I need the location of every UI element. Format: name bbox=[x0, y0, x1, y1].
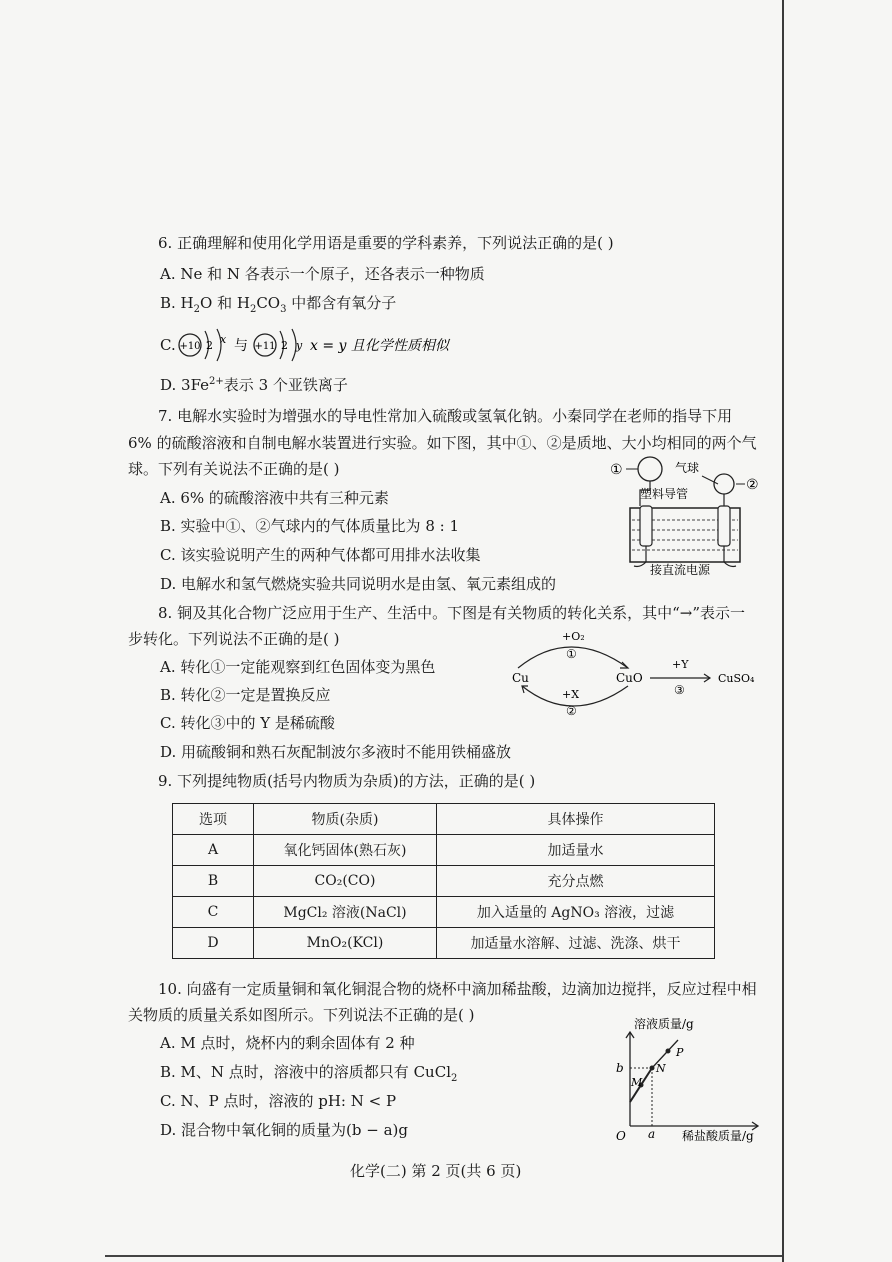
svg-text:塑料导管: 塑料导管 bbox=[640, 487, 689, 501]
q6-option-d: D. $3Fe^{2+}$表示 3 个亚铁离子 bbox=[160, 376, 348, 394]
svg-text:+O₂: +O₂ bbox=[562, 630, 585, 643]
q8-stem-line2: 步转化。下列说法不正确的是( ) bbox=[128, 630, 340, 648]
svg-text:2: 2 bbox=[281, 339, 288, 352]
table-cell: D bbox=[173, 928, 254, 959]
q10-option-b: B. M、N 点时，溶液中的溶质都只有 CuCl$_2$ bbox=[160, 1063, 458, 1084]
svg-text:2: 2 bbox=[206, 339, 213, 352]
q7-stem-line2: 6% 的硫酸溶液和自制电解水装置进行实验。如下图，其中①、②是质地、大小均相同的两个气 bbox=[128, 434, 757, 452]
table-cell: 充分点燃 bbox=[437, 866, 715, 897]
table-header-row bbox=[173, 804, 715, 835]
svg-text:接直流电源: 接直流电源 bbox=[650, 563, 711, 577]
page-bottom-line bbox=[105, 1255, 782, 1257]
table-cell: 加适量水溶解、过滤、洗涤、烘干 bbox=[437, 928, 715, 959]
table-row bbox=[173, 928, 715, 959]
svg-text:溶液质量/g: 溶液质量/g bbox=[634, 1017, 694, 1031]
svg-text:②: ② bbox=[746, 477, 759, 493]
svg-text:N: N bbox=[656, 1062, 666, 1075]
table-cell: 加适量水 bbox=[437, 835, 715, 866]
table-cell: B bbox=[173, 866, 254, 897]
svg-text:+X: +X bbox=[562, 688, 580, 701]
svg-text:b: b bbox=[616, 1061, 624, 1075]
svg-text:②: ② bbox=[566, 704, 577, 718]
q7-option-d: D. 电解水和氢气燃烧实验共同说明水是由氢、氧元素组成的 bbox=[160, 575, 557, 593]
svg-text:CuO: CuO bbox=[616, 671, 643, 685]
svg-text:Cu: Cu bbox=[512, 671, 529, 685]
svg-text:a: a bbox=[648, 1127, 656, 1141]
table-cell: A bbox=[173, 835, 254, 866]
q8-option-d: D. 用硫酸铜和熟石灰配制波尔多液时不能用铁桶盛放 bbox=[160, 743, 512, 761]
svg-text:稀盐酸质量/g: 稀盐酸质量/g bbox=[682, 1129, 754, 1143]
q9-table bbox=[172, 803, 715, 959]
table-cell: C bbox=[173, 897, 254, 928]
q10-stem-line2: 关物质的质量关系如图所示。下列说法不正确的是( ) bbox=[128, 1006, 475, 1024]
svg-text:y: y bbox=[296, 339, 303, 352]
table-header-cell: 选项 bbox=[173, 804, 254, 835]
page-edge-line bbox=[782, 0, 784, 1262]
table-cell: 氧化钙固体(熟石灰) bbox=[254, 835, 437, 866]
q10-stem-line1: 10. 向盛有一定质量铜和氧化铜混合物的烧杯中滴加稀盐酸，边滴加边搅拌，反应过程中相 bbox=[158, 980, 757, 998]
svg-text:①: ① bbox=[610, 462, 623, 478]
table-row bbox=[173, 897, 715, 928]
q10-mass-graph bbox=[608, 1014, 778, 1144]
q8-option-a: A. 转化①一定能观察到红色固体变为黑色 bbox=[160, 658, 436, 676]
q6-option-b: B. $H_2O$ 和 $H_2CO_3$ 中都含有氧分子 bbox=[160, 294, 397, 315]
svg-text:气球: 气球 bbox=[675, 461, 700, 475]
svg-text:+10: +10 bbox=[179, 341, 201, 352]
svg-text:+11: +11 bbox=[254, 341, 276, 352]
q8-stem-line1: 8. 铜及其化合物广泛应用于生产、生活中。下图是有关物质的转化关系，其中“→”表示一 bbox=[158, 604, 745, 622]
table-header-cell: 物质(杂质) bbox=[254, 804, 437, 835]
svg-text:x: x bbox=[220, 333, 227, 346]
table-cell: MgCl₂ 溶液(NaCl) bbox=[254, 897, 437, 928]
svg-text:x = y 且化学性质相似: x = y 且化学性质相似 bbox=[310, 338, 449, 354]
q7-stem-line3: 球。下列有关说法不正确的是( ) bbox=[128, 460, 340, 478]
q7-option-a: A. 6% 的硫酸溶液中共有三种元素 bbox=[160, 489, 389, 507]
table-row bbox=[173, 835, 715, 866]
q10-option-a: A. M 点时，烧杯内的剩余固体有 2 种 bbox=[160, 1034, 415, 1052]
table-header-cell: 具体操作 bbox=[437, 804, 715, 835]
svg-text:O: O bbox=[616, 1129, 626, 1143]
svg-text:③: ③ bbox=[674, 683, 685, 697]
q8-option-c: C. 转化③中的 Y 是稀硫酸 bbox=[160, 714, 335, 732]
q6-stem: 6. 正确理解和使用化学用语是重要的学科素养，下列说法正确的是( ) bbox=[158, 234, 614, 252]
electrolysis-apparatus-figure bbox=[600, 450, 780, 580]
svg-text:+Y: +Y bbox=[672, 658, 689, 671]
table-cell: MnO₂(KCl) bbox=[254, 928, 437, 959]
svg-text:①: ① bbox=[566, 647, 577, 661]
table-cell: CO₂(CO) bbox=[254, 866, 437, 897]
svg-text:与: 与 bbox=[234, 338, 248, 354]
svg-text:CuSO₄: CuSO₄ bbox=[718, 672, 755, 685]
copper-conversion-diagram bbox=[500, 626, 770, 722]
atom-structure-diagram bbox=[176, 324, 449, 366]
table-cell: 加入适量的 AgNO₃ 溶液，过滤 bbox=[437, 897, 715, 928]
q7-stem-line1: 7. 电解水实验时为增强水的导电性常加入硫酸或氢氧化钠。小秦同学在老师的指导下用 bbox=[158, 407, 733, 425]
q7-option-b: B. 实验中①、②气球内的气体质量比为 8 : 1 bbox=[160, 517, 460, 535]
table-row bbox=[173, 866, 715, 897]
q7-option-c: C. 该实验说明产生的两种气体都可用排水法收集 bbox=[160, 546, 481, 564]
q9-stem: 9. 下列提纯物质(括号内物质为杂质)的方法，正确的是( ) bbox=[158, 772, 536, 790]
q6-option-a: A. Ne 和 N 各表示一个原子，还各表示一种物质 bbox=[160, 265, 485, 283]
q8-option-b: B. 转化②一定是置换反应 bbox=[160, 686, 331, 704]
svg-text:M: M bbox=[631, 1076, 643, 1089]
svg-text:P: P bbox=[676, 1046, 684, 1059]
q10-option-c: C. N、P 点时，溶液的 pH: N < P bbox=[160, 1092, 397, 1110]
page-footer: 化学(二) 第 2 页(共 6 页) bbox=[350, 1162, 522, 1180]
q10-option-d: D. 混合物中氧化铜的质量为(b − a)g bbox=[160, 1121, 408, 1139]
